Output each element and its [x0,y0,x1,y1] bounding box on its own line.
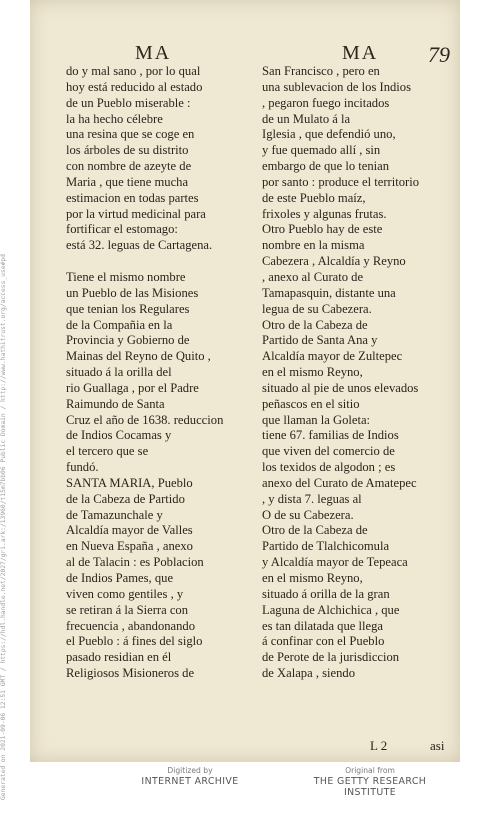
text-line: el tercero que se [66,444,149,459]
text-line: situado á orilla de la gran [262,586,390,601]
text-line: los texidos de algodon ; es [262,460,396,475]
text-line: los árboles de su distrito [66,143,189,158]
text-line: es tan dilatada que llega [262,618,383,633]
getty-institute-label: THE GETTY RESEARCH INSTITUTE [313,776,427,798]
text-line: peñascos en el sitio [262,396,360,411]
text-line: embargo de que lo tenian [262,159,390,174]
text-line: de Indios Pames, que [66,571,174,585]
text-line: fundó. [66,460,99,475]
text-line: , y dista 7. leguas al [262,491,362,506]
original-from-label: Original from [345,766,395,775]
text-line: San Francisco , pero en [262,64,380,78]
text-line: Tiene el mismo nombre [66,269,186,284]
text-line: de este Pueblo maíz, [262,190,366,205]
text-line: una resina que se coge en [66,127,195,142]
text-line: frecuencia , abandonando [66,618,196,633]
original-from-credit [290,765,450,798]
text-line: Laguna de Alchichica , que [262,602,400,617]
text-line: Otro Pueblo hay de este [262,222,383,237]
text-line: , pegaron fuego incitados [262,95,390,110]
internet-archive-label: INTERNET ARCHIVE [141,776,239,787]
text-line: do y mal sano , por lo qual [66,64,201,78]
text-line: Alcaldía mayor de Zultepec [262,349,403,364]
text-line: Otro de la Cabeza de [262,523,368,538]
text-line: situado á la orilla del [66,365,172,380]
text-line: Raimundo de Santa [66,396,165,411]
text-line: Tamapasquin, distante una [262,285,396,300]
text-line: frixoles y algunas frutas. [262,206,387,221]
book-page [30,0,460,762]
text-line: en Nueva España , anexo [66,539,193,554]
text-line: que tenian los Regulares [66,301,190,316]
left-column [66,64,254,682]
text-line: está 32. leguas de Cartagena. [66,238,213,253]
text-line: viven como gentiles , y [66,586,184,601]
text-line: Alcaldía mayor de Valles [66,523,193,538]
text-line: el Pueblo : á fines del siglo [66,634,203,649]
text-line: se retiran á la Sierra con [66,602,189,617]
text-line: hoy está reducido al estado [66,79,203,94]
text-line: de Tamazunchale y [66,507,163,522]
text-line: SANTA MARIA, Pueblo [66,475,193,490]
text-line: de Xalapa , siendo [262,666,356,681]
catchword: asi [430,738,445,753]
text-line: estimacion en todas partes [66,190,199,205]
text-line: de Indios Cocamas y [66,428,172,443]
text-line: Otro de la Cabeza de [262,317,368,332]
text-line: tiene 67. familias de Indios [262,428,399,443]
text-line: de la Cabeza de Partido [66,491,185,506]
gutter-watermark: Generated on 2021-09-06 12:51 GMT / https://hdl.handle.net/2027/gri.ark:/13960/t15m7bb06 Public Domain / http://www.hathitrust.org/access_use#pd [0,254,7,800]
text-line: rio Guallaga , por el Padre [66,380,199,395]
text-line: Cruz el año de 1638. reduccion [66,412,224,427]
text-line: una sublevacion de los Indios [262,79,411,94]
text-line: fortificar el estomago: [66,222,178,237]
text-line: Partido de Santa Ana y [262,333,378,348]
text-line: Maria , que tiene mucha [66,174,189,189]
text-line: y fue quemado allí , sin [262,143,381,158]
page-number: 79 [428,42,450,67]
text-line: Cabezera , Alcaldía y Reyno [262,254,406,269]
text-line: en el mismo Reyno, [262,365,363,380]
text-line: de un Pueblo miserable : [66,95,191,110]
text-line: en el mismo Reyno, [262,571,363,585]
signature-mark: L 2 [370,738,388,753]
text-line: pasado residian en él [66,650,172,665]
text-line: Religiosos Misioneros de [66,666,195,681]
text-line: nombre en la misma [262,238,365,253]
text-line: á confinar con el Pueblo [262,634,385,649]
text-line: que llaman la Goleta: [262,412,371,427]
text-line: por la virtud medicinal para [66,206,206,221]
text-line [66,254,254,270]
text-line: situado al pie de unos elevados [262,380,419,395]
text-line: la ha hecho célebre [66,111,163,126]
text-line: Iglesia , que defendió uno, [262,127,396,142]
text-line: con nombre de azeyte de [66,159,192,174]
text-line: legua de su Cabezera. [262,301,372,316]
digitized-by-credit [130,765,250,787]
text-line: Provincia y Gobierno de [66,333,190,348]
digitized-by-label: Digitized by [167,766,213,775]
text-line: de Perote de la jurisdiccion [262,650,400,665]
text-line: por santo : produce el territorio [262,174,420,189]
text-line: un Pueblo de las Misiones [66,285,199,300]
text-line: que viven del comercio de [262,444,395,459]
text-line: al de Talacin : es Poblacion [66,555,204,570]
text-line: Mainas del Reyno de Quito , [66,349,211,364]
text-line: de un Mulato á la [262,111,351,126]
running-head-right: MA [342,42,379,64]
text-line: , anexo al Curato de [262,269,364,284]
running-head-left: MA [135,42,172,64]
text-line: O de su Cabezera. [262,507,354,522]
text-line: y Alcaldía mayor de Tepeaca [262,555,408,570]
text-line: Partido de Tlalchicomula [262,539,390,554]
right-column [262,64,462,682]
text-line: anexo del Curato de Amatepec [262,475,417,490]
text-line: de la Compañia en la [66,317,173,332]
